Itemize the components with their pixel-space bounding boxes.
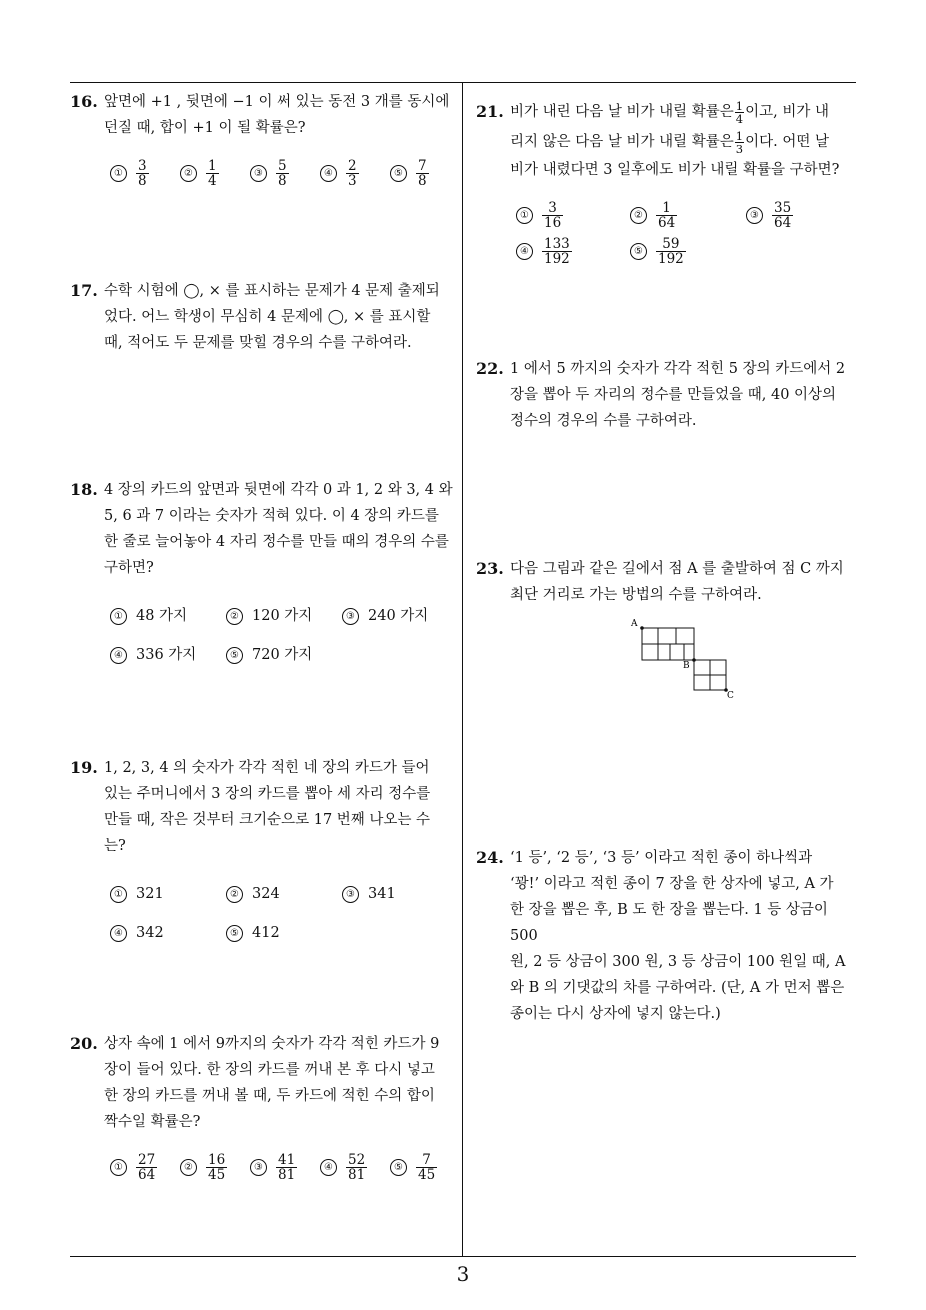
- point-a: [640, 626, 644, 630]
- choice-5[interactable]: [390, 1153, 437, 1182]
- numerator: 59: [662, 236, 680, 252]
- question-text-line: 원, 2 등 상금이 300 원, 3 등 상금이 100 원일 때, A: [510, 954, 846, 970]
- denominator: 8: [278, 173, 287, 189]
- choice-marker: ③: [250, 165, 267, 182]
- question-text-line: 한 장의 카드를 꺼내 볼 때, 두 카드에 적힌 수의 합이: [104, 1088, 435, 1104]
- choice-marker: ③: [342, 608, 359, 625]
- numerator: 35: [774, 200, 792, 216]
- denominator: 64: [658, 215, 676, 231]
- question-text-line: 구하면?: [104, 560, 154, 576]
- denominator: 45: [418, 1167, 436, 1183]
- choice-marker: ③: [746, 207, 763, 224]
- numerator: 2: [348, 158, 357, 174]
- text-segment: 리지 않은 다음 날 비가 내릴 확률은: [510, 134, 734, 150]
- choice-4[interactable]: [110, 642, 196, 668]
- question-20: [70, 1031, 456, 1183]
- choice-4[interactable]: [320, 1153, 367, 1182]
- choice-marker: ④: [110, 925, 127, 942]
- denominator: 3: [735, 141, 744, 156]
- numerator: 1: [735, 98, 744, 113]
- choice-marker: ⑤: [226, 647, 243, 664]
- choice-3[interactable]: [250, 159, 289, 188]
- question-text-line: 한 줄로 늘어놓아 4 자리 정수를 만들 때의 경우의 수를: [104, 534, 449, 550]
- choice-marker: ②: [180, 1159, 197, 1176]
- choice-2[interactable]: [180, 1153, 227, 1182]
- choice-2[interactable]: [226, 881, 280, 907]
- choice-5[interactable]: [226, 642, 312, 668]
- text-segment: 이고, 비가 내: [745, 104, 829, 120]
- question-text-line: [510, 97, 860, 127]
- text-segment: 이다. 어떤 날: [745, 134, 829, 150]
- denominator: 192: [658, 251, 684, 267]
- choice-5[interactable]: [630, 237, 686, 266]
- choice-4[interactable]: [516, 237, 572, 266]
- choice-marker: ①: [110, 886, 127, 903]
- choice-marker: ③: [250, 1159, 267, 1176]
- question-22: [476, 356, 860, 434]
- page-number: 3: [456, 1262, 470, 1286]
- choice-text: 341: [368, 886, 396, 902]
- choice-text: 120 가지: [252, 608, 313, 624]
- denominator: 81: [348, 1167, 366, 1183]
- inline-fraction: [735, 130, 744, 155]
- numerator: 16: [208, 1152, 226, 1168]
- choice-marker: ⑤: [630, 243, 647, 260]
- question-text-line: ‘꽝!’ 이라고 적힌 종이 7 장을 한 상자에 넣고, A 가: [510, 876, 834, 892]
- question-text-line: 장이 들어 있다. 한 장의 카드를 꺼내 본 후 다시 넣고: [104, 1062, 435, 1078]
- numerator: 41: [278, 1152, 296, 1168]
- choice-4[interactable]: [110, 920, 164, 946]
- question-text-line: 수학 시험에 ◯, × 를 표시하는 문제가 4 문제 출제되: [104, 283, 440, 299]
- choice-marker: ③: [342, 886, 359, 903]
- question-21: [476, 97, 860, 267]
- numerator: 7: [418, 158, 427, 174]
- question-text-line: 짝수일 확률은?: [104, 1114, 201, 1130]
- choice-text: 321: [136, 886, 164, 902]
- numerator: 52: [348, 1152, 366, 1168]
- choice-marker: ⑤: [390, 1159, 407, 1176]
- choice-3[interactable]: [746, 201, 793, 230]
- choice-marker: ②: [180, 165, 197, 182]
- choice-marker: ①: [110, 608, 127, 625]
- inline-fraction: [735, 100, 744, 125]
- question-number: 20.: [70, 1034, 98, 1053]
- question-text-line: [510, 127, 860, 157]
- numerator: 7: [422, 1152, 431, 1168]
- choice-3[interactable]: [342, 881, 396, 907]
- question-text-line: 1, 2, 3, 4 의 숫자가 각각 적힌 네 장의 카드가 들어: [104, 760, 430, 776]
- question-text-line: 때, 적어도 두 문제를 맞힐 경우의 수를 구하여라.: [104, 335, 412, 351]
- choice-5[interactable]: [390, 159, 429, 188]
- choice-text: 720 가지: [252, 647, 313, 663]
- choice-text: 342: [136, 925, 164, 941]
- choice-text: 324: [252, 886, 280, 902]
- choice-marker: ④: [516, 243, 533, 260]
- choice-text: 336 가지: [136, 647, 197, 663]
- question-text-line: 정수의 경우의 수를 구하여라.: [510, 413, 697, 429]
- question-text-line: 5, 6 과 7 이라는 숫자가 적혀 있다. 이 4 장의 카드를: [104, 508, 439, 524]
- question-text-line: 한 장을 뽑은 후, B 도 한 장을 뽑는다. 1 등 상금이 500: [510, 902, 828, 944]
- choice-3[interactable]: [250, 1153, 297, 1182]
- choice-marker: ①: [110, 165, 127, 182]
- label-c: C: [727, 691, 734, 701]
- choice-marker: ①: [516, 207, 533, 224]
- denominator: 3: [348, 173, 357, 189]
- question-text-line: 던질 때, 합이 +1 이 될 확률은?: [104, 120, 306, 136]
- question-19: [70, 755, 456, 941]
- question-number: 21.: [476, 102, 504, 121]
- question-number: 23.: [476, 559, 504, 578]
- numerator: 1: [662, 200, 671, 216]
- label-a: A: [631, 619, 638, 629]
- question-number: 24.: [476, 848, 504, 867]
- question-17: [70, 278, 456, 356]
- question-text-line: 1 에서 5 까지의 숫자가 각각 적힌 5 장의 카드에서 2: [510, 361, 846, 377]
- question-text-line: 다음 그림과 같은 길에서 점 A 를 출발하여 점 C 까지: [510, 561, 844, 577]
- choice-2[interactable]: [630, 201, 677, 230]
- denominator: 45: [208, 1167, 226, 1183]
- question-text-line: 장을 뽑아 두 자리의 정수를 만들었을 때, 40 이상의: [510, 387, 837, 403]
- question-text-line: 었다. 어느 학생이 무심히 4 문제에 ◯, × 를 표시할: [104, 309, 431, 325]
- question-16: [70, 89, 456, 189]
- text-segment: 비가 내린 다음 날 비가 내릴 확률은: [510, 104, 734, 120]
- numerator: 5: [278, 158, 287, 174]
- question-text-line: 종이는 다시 상자에 넣지 않는다.): [510, 1006, 721, 1022]
- question-text-line: 상자 속에 1 에서 9까지의 숫자가 각각 적힌 카드가 9: [104, 1036, 440, 1052]
- denominator: 64: [138, 1167, 156, 1183]
- denominator: 16: [544, 215, 562, 231]
- choice-marker: ④: [110, 647, 127, 664]
- denominator: 81: [278, 1167, 296, 1183]
- question-number: 22.: [476, 359, 504, 378]
- numerator: 133: [544, 236, 570, 252]
- denominator: 8: [138, 173, 147, 189]
- denominator: 192: [544, 251, 570, 267]
- numerator: 1: [208, 158, 217, 174]
- choice-marker: ①: [110, 1159, 127, 1176]
- question-18: [70, 477, 456, 663]
- choice-1[interactable]: [110, 603, 187, 629]
- question-23: [476, 556, 860, 608]
- choice-4[interactable]: [320, 159, 359, 188]
- numerator: 3: [138, 158, 147, 174]
- choice-2[interactable]: [226, 603, 312, 629]
- choice-marker: ④: [320, 165, 337, 182]
- choice-1[interactable]: [516, 201, 563, 230]
- question-text-line: 앞면에 +1 , 뒷면에 −1 이 써 있는 동전 3 개를 동시에: [104, 94, 450, 110]
- point-b: [692, 658, 696, 662]
- choice-marker: ②: [630, 207, 647, 224]
- choice-2[interactable]: [180, 159, 219, 188]
- choice-marker: ②: [226, 886, 243, 903]
- question-number: 16.: [70, 92, 98, 111]
- denominator: 4: [208, 173, 217, 189]
- numerator: 1: [735, 128, 744, 143]
- choice-text: 412: [252, 925, 280, 941]
- denominator: 64: [774, 215, 792, 231]
- choice-5[interactable]: [226, 920, 280, 946]
- question-number: 17.: [70, 281, 98, 300]
- choice-1[interactable]: [110, 881, 164, 907]
- choice-text: 240 가지: [368, 608, 429, 624]
- choice-text: 48 가지: [136, 608, 188, 624]
- choice-1[interactable]: [110, 1153, 157, 1182]
- question-24: [476, 845, 860, 1027]
- question-text-line: 비가 내렸다면 3 일후에도 비가 내릴 확률을 구하면?: [510, 162, 840, 178]
- choice-marker: ⑤: [226, 925, 243, 942]
- numerator: 3: [548, 200, 557, 216]
- question-text-line: 최단 거리로 가는 방법의 수를 구하여라.: [510, 587, 762, 603]
- label-b: B: [683, 661, 690, 671]
- top-rule: [70, 82, 856, 83]
- question-text-line: ‘1 등’, ‘2 등’, ‘3 등’ 이라고 적힌 종이 하나씩과: [510, 850, 813, 866]
- choice-3[interactable]: [342, 603, 428, 629]
- question-text-line: 와 B 의 기댓값의 차를 구하여라. (단, A 가 먼저 뽑은: [510, 980, 845, 996]
- bottom-rule: [70, 1256, 856, 1257]
- question-number: 19.: [70, 758, 98, 777]
- choice-marker: ⑤: [390, 165, 407, 182]
- choice-marker: ②: [226, 608, 243, 625]
- question-text-line: 는?: [104, 838, 126, 854]
- column-divider: [462, 82, 463, 1256]
- question-text-line: 4 장의 카드의 앞면과 뒷면에 각각 0 과 1, 2 와 3, 4 와: [104, 482, 453, 498]
- question-text-line: 있는 주머니에서 3 장의 카드를 뽑아 세 자리 정수를: [104, 786, 431, 802]
- grid-path-figure: [626, 614, 742, 704]
- choice-marker: ④: [320, 1159, 337, 1176]
- question-text-line: 만들 때, 작은 것부터 크기순으로 17 번째 나오는 수: [104, 812, 431, 828]
- numerator: 27: [138, 1152, 156, 1168]
- denominator: 4: [735, 111, 744, 126]
- choice-1[interactable]: [110, 159, 149, 188]
- question-number: 18.: [70, 480, 98, 499]
- denominator: 8: [418, 173, 427, 189]
